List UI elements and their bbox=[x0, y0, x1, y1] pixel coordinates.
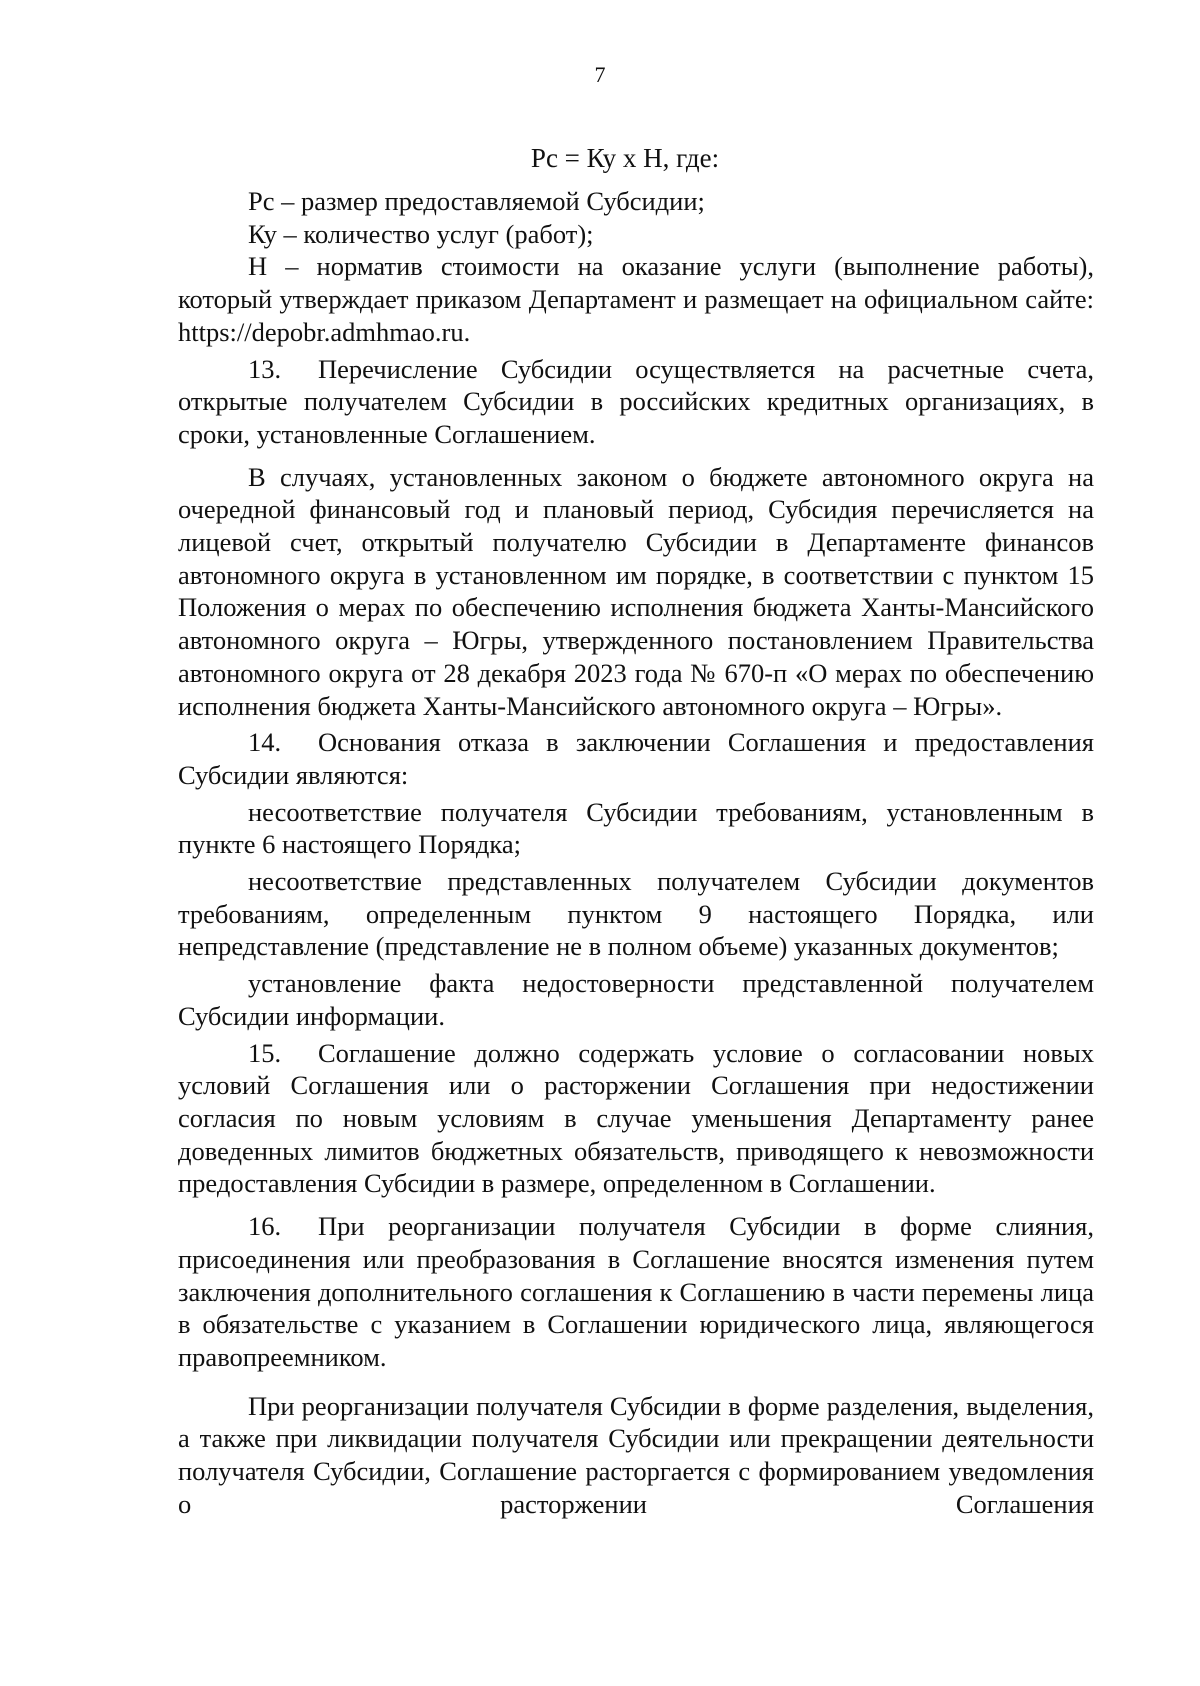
clause-13-paragraph-2: В случаях, установленных законом о бюджете автономного округа на очередной финансовый год и плановый период, Субсидия перечисляется на лицевой счет, открытый получателю Субсидии в Департаменте финансов автономного округа в установленном им порядке, в соответствии с пунктом 15 Положения о мерах по обеспечению исполнения бюджета Ханты-Мансийского автономного округа – Югры, утвержденного постановлением Правительства автономного округа от 28 декабря 2023 года № 670-п «О мерах по обеспечению исполнения бюджета Ханты-Мансийского автономного округа – Югры». bbox=[178, 461, 1094, 721]
clause-13 bbox=[178, 353, 1094, 451]
clause-number: 14. bbox=[248, 727, 282, 758]
clause-14-item-3: установление факта недостоверности представленной получателем Субсидии информации. bbox=[178, 968, 1094, 1031]
clause-14-item-2: несоответствие представленных получателем Субсидии документов требованиям, определенным пунктом 9 настоящего Порядка, или непредставление (представление не в полном объеме) указанных документов; bbox=[178, 866, 1094, 962]
document-body bbox=[178, 185, 1094, 1520]
clause-16 bbox=[178, 1210, 1094, 1374]
clause-16-paragraph-2: При реорганизации получателя Субсидии в форме разделения, выделения, а также при ликвидации получателя Субсидии или прекращении деятельности получателя Субсидии, Соглашение расторгается с формированием уведомления о расторжении Соглашения bbox=[178, 1390, 1094, 1519]
clause-text: Основания отказа в заключении Соглашения и предоставления Субсидии являются: bbox=[178, 727, 1094, 790]
clause-15 bbox=[178, 1037, 1094, 1201]
clause-text: При реорганизации получателя Субсидии в форме слияния, присоединения или преобразования в Соглашение вносятся изменения путем заключения дополнительного соглашения к Соглашению в части перемены лица в обязательстве с указанием в Соглашении юридического лица, являющегося правопреемником. bbox=[178, 1211, 1094, 1372]
clause-text: Соглашение должно содержать условие о согласовании новых условий Соглашения или о расторжении Соглашения при недостижении согласия по новым условиям в случае уменьшения Департаменту ранее доведенных лимитов бюджетных обязательств, приводящего к невозможности предоставления Субсидии в размере, определенном в Соглашении. bbox=[178, 1037, 1094, 1199]
clause-14-item-1: несоответствие получателя Субсидии требованиям, установленным в пункте 6 настоящего Порядка; bbox=[178, 796, 1094, 860]
formula: Рс = Ку х Н, где: bbox=[530, 143, 720, 173]
clause-14 bbox=[178, 726, 1094, 791]
definition-rs: Рс – размер предоставляемой Субсидии; bbox=[248, 186, 705, 216]
clause-number: 15. bbox=[248, 1037, 282, 1068]
clause-number: 16. bbox=[248, 1211, 282, 1242]
clause-text: Перечисление Субсидии осуществляется на расчетные счета, открытые получателем Субсидии в российских кредитных организациях, в сроки, установленные Соглашением. bbox=[178, 353, 1094, 449]
page-number: 7 bbox=[594, 62, 606, 87]
definition-n: Н – норматив стоимости на оказание услуги (выполнение работы), который утверждает приказом Департамент и размещает на официальном сайте: https://depobr.admhmao.ru. bbox=[178, 251, 1094, 347]
definition-ku: Ку – количество услуг (работ); bbox=[248, 218, 594, 249]
clause-number: 13. bbox=[248, 353, 282, 384]
